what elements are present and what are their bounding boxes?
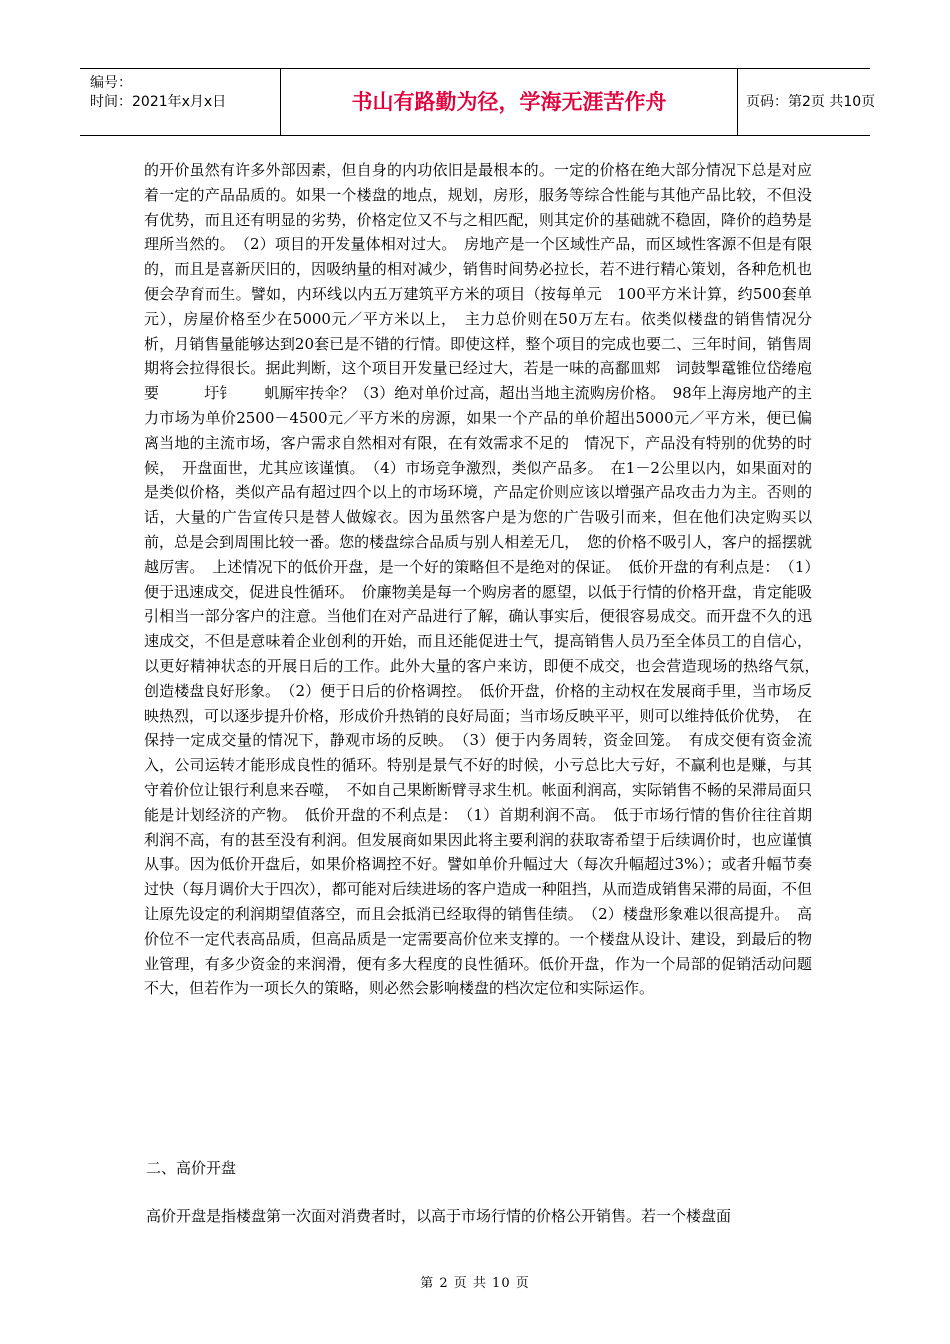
header-meta — [80, 69, 278, 135]
page-footer: 第 2 页 共 10 页 — [420, 1276, 530, 1291]
body-paragraph-2: 高价开盘是指楼盘第一次面对消费者时，以高于市场行情的价格公开销售。若一个楼盘面 — [146, 1207, 732, 1225]
document-date: 时间：2021年x月x日 — [90, 94, 227, 110]
header-page-info: 页码：第2页 共10页 — [746, 94, 876, 110]
page-header — [80, 68, 876, 136]
section-heading: 二、高价开盘 — [146, 1159, 237, 1177]
document-number-label: 编号： — [90, 75, 132, 91]
header-motto: 书山有路勤为径，学海无涯苦作舟 — [351, 90, 667, 114]
body-paragraph: 的开价虽然有许多外部因素，但自身的内功依旧是最根本的。一定的价格在绝大部分情况下总是对应着一定的产品品质的。如果一个楼盘的地点，规划，房形，服务等综合性能与其他产品比较，不但没有优势，而且还有明显的劣势，价格定位又不与之相匹配，则其定价的基础就不稳固，降价的趋势是理所当然的。 （2）项目的开发量体相对过大。 房地产是一个区域性产品，而区域性客源不但是有限的，而且是喜新厌旧的，因吸纳量的相对减少，销售时间势必拉长，若不进行精心策划，各种危机也便会孕育而生。譬如，内环线以内五万建筑平方米的项目（按每单元 100平方米计算，约500套单元），房屋价格至少在5000元／平方米以上， 主力总价则在50万左右。依类似楼盘的销售情况分析，月销售量能够达到20套已是不错的行情。即使这样，整个项目的完成也要二、三年时间，销售周期将会拉得很长。据此判断，这个项目开发量已经过大，若是一味的高鄱皿郏 词鼓掣鼋锥位岱绻庖 要 圩钅 虮厮牢抟伞？（3）绝对单价过高，超出当地主流购房价格。 98年上海房地产的主力市场为单价2500－4500元／平方米的房源，如果一个产品的单价超出5000元／平方米，便已偏离当地的主流市场，客户需求自然相对有限，在有效需求不足的 情况下，产品没有特别的优势的时候， 开盘面世，尤其应该谨慎。 （4）市场竞争激烈，类似产品多。 在1－2公里以内，如果面对的是类似价格，类似产品有超过四个以上的市场环境，产品定价则应该以增强产品攻击力为主。否则的话，大量的广告宣传只是替人做嫁衣。因为虽然客户是为您的广告吸引而来，但在他们决定购买以前，总是会到周围比较一番。您的楼盘综合品质与别人相差无几， 您的价格不吸引人，客户的摇摆就越厉害。 上述情况下的低价开盘，是一个好的策略但不是绝对的保证。 低价开盘的有利点是： （1）便于迅速成交，促进良性循环。 价廉物美是每一个购房者的愿望，以低于行情的价格开盘，肯定能吸引相当一部分客户的注意。当他们在对产品进行了解，确认事实后，便很容易成交。而开盘不久的迅速成交，不但是意味着企业创利的开始，而且还能促进士气，提高销售人员乃至全体员工的自信心，以更好精神状态的开展日后的工作。此外大量的客户来访，即便不成交，也会营造现场的热络气氛， 创造楼盘良好形象。 （2）便于日后的价格调控。 低价开盘，价格的主动权在发展商手里，当市场反映热烈，可以逐步提升价格，形成价升热销的良好局面；当市场反映平平，则可以维持低价优势， 在保持一定成交量的情况下，静观市场的反映。 （3）便于内务周转，资金回笼。 有成交便有资金流入，公司运转才能形成良性的循环。特别是景气不好的时候，小亏总比大亏好，不赢利也是赚，与其守着价位让银行利息来吞噬， 不如自己果断断臂寻求生机。帐面利润高，实际销售不畅的呆滞局面只能是计划经济的产物。 低价开盘的不利点是： （1）首期利润不高。 低于市场行情的售价往往首期利润不高，有的甚至没有利润。但发展商如果因此将主要利润的获取寄希望于后续调价时，也应谨慎从事。因为低价开盘后，如果价格调控不好。譬如单价升幅过大（每次升幅超过3%）；或者升幅节奏过快（每月调价大于四次），都可能对后续进场的客户造成一种阻挡，从而造成销售呆滞的局面，不但让原先设定的利润期望值落空，而且会抵消已经取得的销售佳绩。 （2）楼盘形象难以很高提升。 高价位不一定代表高品质，但高品质是一定需要高价位来支撑的。一个楼盘从设计、建设，到最后的物业管理，有多少资金的来润滑，便有多大程度的良性循环。低价开盘，作为一个局部的促销活动问题不大，但若作为一项长久的策略，则必然会影响楼盘的档次定位和实际运作。 — [144, 161, 828, 998]
